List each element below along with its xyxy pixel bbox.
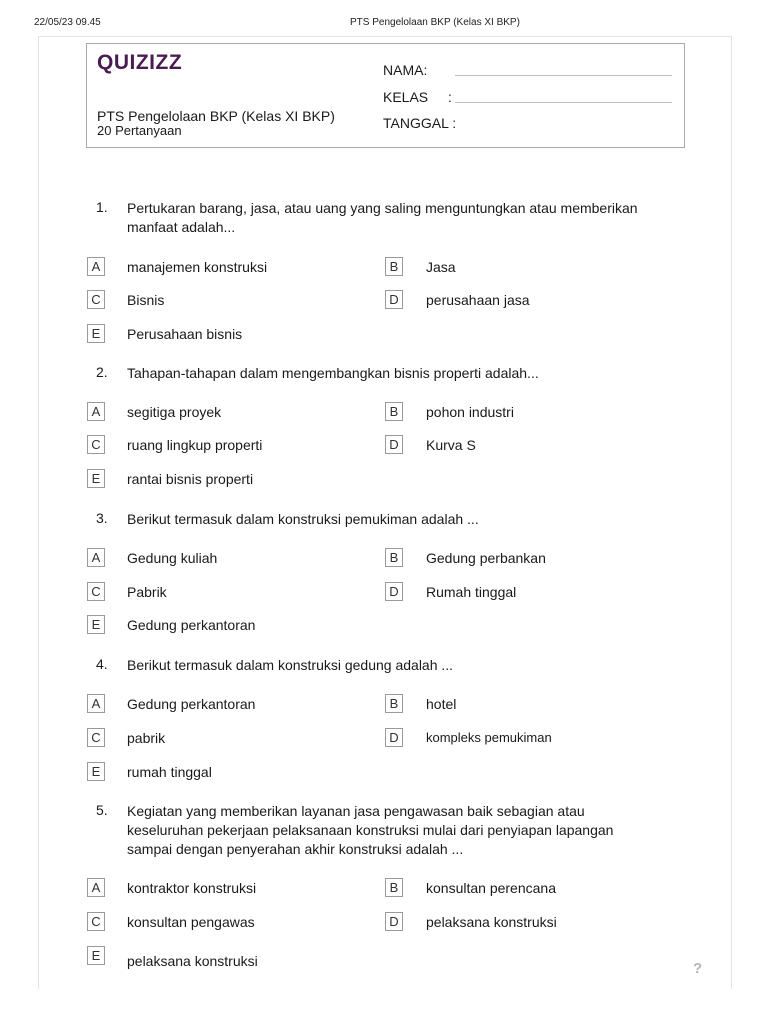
question-number: 3. [96, 510, 108, 526]
option-e-box[interactable]: E [87, 946, 105, 965]
option-c-text: ruang lingkup properti [127, 437, 263, 453]
option-a-text: manajemen konstruksi [127, 259, 268, 275]
quiz-title: PTS Pengelolaan BKP (Kelas XI BKP) [97, 108, 335, 124]
option-c-text: konsultan pengawas [127, 914, 255, 930]
worksheet-header [86, 43, 685, 148]
quizizz-logo: QUIZIZZ [97, 51, 183, 74]
question-count: 20 Pertanyaan [97, 123, 182, 138]
question-text: Kegiatan yang memberikan layanan jasa pengawasan baik sebagian atau keseluruhan pekerjaan pelaksanaan konstruksi mulai dari penyiapan lapangan sampai dengan penyerahan akhir konstruksi adalah ... [127, 803, 614, 857]
option-d-text: Rumah tinggal [426, 584, 517, 600]
option-a-text: kontraktor konstruksi [127, 880, 257, 896]
print-date: 22/05/23 09.45 [34, 17, 101, 28]
option-a-box[interactable]: A [87, 548, 105, 567]
kelas-colon: : [448, 89, 452, 105]
option-c-box[interactable]: C [87, 290, 105, 309]
option-b-box[interactable]: B [385, 694, 403, 713]
option-b-text: hotel [426, 696, 457, 712]
question-text: Tahapan-tahapan dalam mengembangkan bisnis properti adalah... [127, 365, 539, 381]
option-b-box[interactable]: B [385, 257, 403, 276]
option-a-box[interactable]: A [87, 878, 105, 897]
option-c-box[interactable]: C [87, 728, 105, 747]
question-text: Berikut termasuk dalam konstruksi gedung adalah ... [127, 657, 454, 673]
option-c-text: Pabrik [127, 584, 167, 600]
option-c-box[interactable]: C [87, 582, 105, 601]
question-text: Berikut termasuk dalam konstruksi pemukiman adalah ... [127, 511, 479, 527]
nama-label: NAMA: [383, 62, 428, 78]
option-d-text: kompleks pemukiman [426, 730, 552, 745]
option-b-text: pohon industri [426, 404, 514, 420]
nama-line [455, 75, 672, 76]
option-a-text: segitiga proyek [127, 404, 222, 420]
option-a-box[interactable]: A [87, 402, 105, 421]
option-d-box[interactable]: D [385, 582, 403, 601]
option-a-box[interactable]: A [87, 694, 105, 713]
option-d-box[interactable]: D [385, 435, 403, 454]
help-icon[interactable]: ? [693, 960, 703, 977]
option-c-box[interactable]: C [87, 912, 105, 931]
tanggal-label: TANGGAL : [383, 115, 457, 131]
worksheet-page [38, 36, 732, 989]
option-a-box[interactable]: A [87, 257, 105, 276]
option-b-text: konsultan perencana [426, 880, 556, 896]
kelas-label: KELAS [383, 89, 429, 105]
option-b-box[interactable]: B [385, 548, 403, 567]
option-b-text: Gedung perbankan [426, 550, 546, 566]
option-d-box[interactable]: D [385, 912, 403, 931]
print-header [0, 17, 768, 31]
kelas-line [455, 102, 672, 103]
option-d-text: pelaksana konstruksi [426, 914, 557, 930]
question-text: Pertukaran barang, jasa, atau uang yang saling menguntungkan atau memberikan manfaat adalah... [127, 200, 638, 235]
option-d-text: perusahaan jasa [426, 292, 530, 308]
option-e-box[interactable]: E [87, 324, 105, 343]
option-e-text: Perusahaan bisnis [127, 326, 243, 342]
option-e-box[interactable]: E [87, 762, 105, 781]
option-e-box[interactable]: E [87, 615, 105, 634]
option-b-box[interactable]: B [385, 878, 403, 897]
option-b-text: Jasa [426, 259, 456, 275]
option-a-text: Gedung perkantoran [127, 696, 256, 712]
option-d-box[interactable]: D [385, 290, 403, 309]
question-number: 1. [96, 199, 108, 215]
option-e-text: rumah tinggal [127, 764, 212, 780]
question-number: 5. [96, 802, 108, 818]
question-number: 2. [96, 364, 108, 380]
print-title: PTS Pengelolaan BKP (Kelas XI BKP) [350, 17, 520, 28]
option-a-text: Gedung kuliah [127, 550, 218, 566]
question-number: 4. [96, 656, 108, 672]
option-e-text: Gedung perkantoran [127, 617, 256, 633]
option-e-text: rantai bisnis properti [127, 471, 254, 487]
option-e-box[interactable]: E [87, 469, 105, 488]
option-c-text: pabrik [127, 730, 166, 746]
option-d-box[interactable]: D [385, 728, 403, 747]
option-c-text: Bisnis [127, 292, 165, 308]
option-e-text: pelaksana konstruksi [127, 953, 258, 969]
option-d-text: Kurva S [426, 437, 476, 453]
option-b-box[interactable]: B [385, 402, 403, 421]
option-c-box[interactable]: C [87, 435, 105, 454]
